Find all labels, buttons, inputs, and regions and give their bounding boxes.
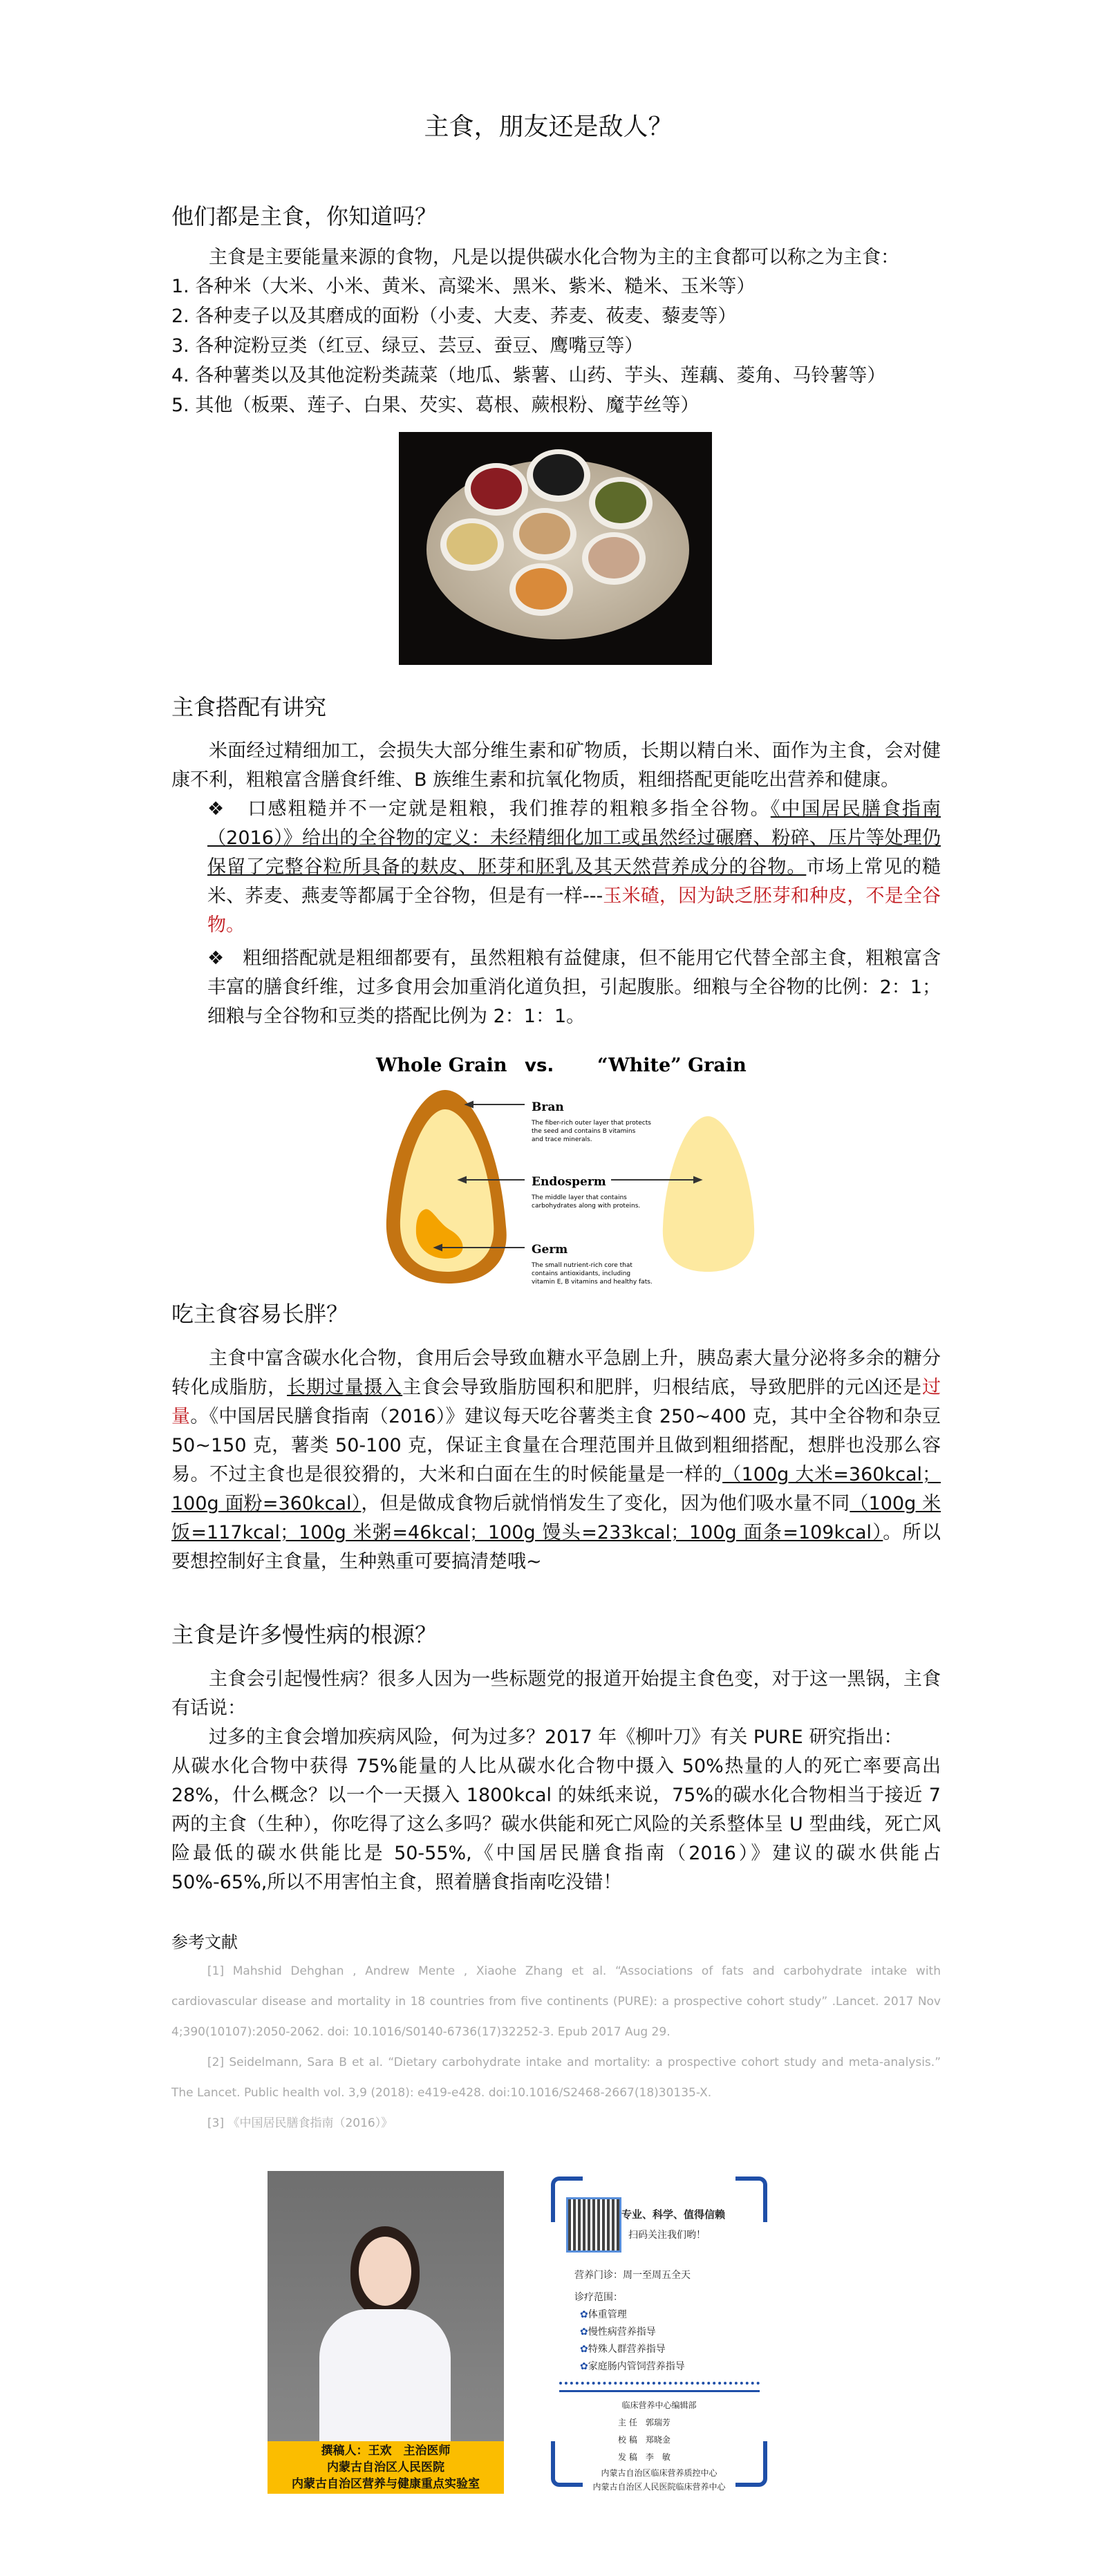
- reference-item: [2] Seidelmann, Sara B et al. “Dietary carbohydrate intake and mortality: a prospective cohort study and meta-analysis.” The Lancet. Public health vol. 3,9 (2018): e419-e428. doi:10.1016/S2468-2667(18)30135-X.: [171, 2056, 941, 2100]
- chronic-paragraph-3: 从碳水化合物中获得 75%能量的人比从碳水化合物中摄入 50%热量的人的死亡率要高出 28%，什么概念？以一个一天摄入 1800kcal 的妹纸来说，75%的碳水化合物相当于接近 7 两的主食（生种），你吃得了这么多吗？碳水供能和死亡风险的关系整体呈 U 型曲线，死亡风险最低的碳水供能比是 50-55%,《中国居民膳食指南（2016）》建议的碳水供能占 50%-65%,所以不用害怕主食，照着膳食指南吃没错！: [171, 1756, 941, 1893]
- endosperm-label: Endosperm: [532, 1175, 606, 1189]
- clinic-hours: 营养门诊：周一至周五全天: [574, 2270, 691, 2281]
- card-slogan: 专业、科学、值得信赖: [621, 2208, 726, 2221]
- author-caption: [268, 2441, 504, 2494]
- text-segment: ，但是做成食物后就悄悄发生了变化，因为他们吸水量不同: [361, 1493, 850, 1514]
- bullet-whole-grain: [207, 795, 941, 940]
- page-title: 主食，朋友还是敌人？: [424, 113, 673, 141]
- author-photo: [268, 2171, 504, 2494]
- text-segment: 。《中国居民膳食指南（2016）》建议每天吃谷薯类主食 250~400 克，其中全谷物和杂豆 50~150 克，薯类 50-100 克，保证主食量在合理范围并且做到粗细搭配，想胖也没那么容易。不过主食也是很狡猾的，大米和白面在生的时候能量是一样的: [171, 1406, 941, 1485]
- qr-code-icon[interactable]: [566, 2197, 621, 2253]
- text-segment: 。所以要想控制好主食量，生种熟重可要搞清楚哦~: [171, 1522, 941, 1572]
- text-segment: 主食中富含碳水化合物，食用后会导致血糖水平急剧上升，胰岛素大量分泌将多余的糖分转化成脂肪，: [171, 1348, 941, 1398]
- scope-item: 慢性病营养指导: [588, 2326, 656, 2338]
- germ-desc: vitamin E, B vitamins and healthy fats.: [532, 1279, 653, 1286]
- list-item: 4. 各种薯类以及其他淀粉类蔬菜（地瓜、紫薯、山药、芋头、莲藕、菱角、马铃薯等）: [171, 365, 886, 386]
- author-name: 撰稿人：王欢 主治医师: [321, 2444, 451, 2458]
- corn-grits-warning: 玉米碴，因为缺乏胚芽和种皮，不是全谷物。: [207, 885, 941, 936]
- diagram-left-title: Whole Grain: [376, 1055, 507, 1076]
- whole-vs-white-grain-diagram: [369, 1047, 768, 1288]
- org-line: 内蒙古自治区临床营养质控中心: [601, 2468, 718, 2478]
- endosperm-desc: carbohydrates along with proteins.: [532, 1203, 641, 1210]
- list-item: 2. 各种麦子以及其磨成的面粉（小麦、大麦、荞麦、莜麦、藜麦等）: [171, 305, 737, 327]
- diamond-bullet-icon: ❖: [207, 798, 226, 820]
- flower-bullet-icon: ✿: [580, 2344, 588, 2355]
- grain-bowls-photo: [399, 432, 712, 665]
- bullet-text: 口感粗糙并不一定就是粗粮，我们推荐的粗粮多指全谷物。: [247, 798, 771, 820]
- scope-item: 家庭肠内管饲营养指导: [588, 2361, 685, 2372]
- list-item: 1. 各种米（大米、小米、黄米、高粱米、黑米、紫米、糙米、玉米等）: [171, 276, 756, 297]
- references-list: [171, 1956, 941, 2138]
- ornament-divider: [559, 2382, 760, 2392]
- underlined-text: 长期过量摄入: [287, 1377, 403, 1398]
- ornament-corner-icon: [735, 2177, 767, 2222]
- text-segment: 主食会导致脂肪囤积和肥胖，归根结底，导致肥胖的元凶还是: [402, 1377, 923, 1398]
- bullet-text: 粗细搭配就是粗细都要有，虽然粗粮有益健康，但不能用它代替全部主食，粗粮富含丰富的膳食纤维，过多食用会加重消化道负担，引起腹胀。细粮与全谷物的比例：2：1；细粮与全谷物和豆类的搭配比例为 2：1：1。: [207, 948, 941, 1027]
- section-heading-chronic-disease: 主食是许多慢性病的根源？: [171, 1621, 438, 1648]
- germ-desc: contains antioxidants, including: [532, 1270, 631, 1277]
- whole-grain-definition: 《中国居民膳食指南（2016）》给出的全谷物的定义：未经精细化加工或虽然经过碾磨、粉碎、压片等处理仍保留了完整谷粒所具备的麸皮、胚芽和胚乳及其天然营养成分的谷物。: [207, 798, 941, 878]
- staple-list: [171, 272, 885, 420]
- scope-item: 特殊人群营养指导: [588, 2344, 666, 2355]
- staff-line: 主 任 郭瑞芳: [618, 2418, 671, 2427]
- scope-item: 体重管理: [588, 2309, 627, 2320]
- diagram-right-title: “White” Grain: [597, 1055, 747, 1076]
- raw-energy-values: （100g 大米=360kcal；100g 面粉=360kcal）: [171, 1464, 941, 1514]
- flower-bullet-icon: ✿: [580, 2309, 588, 2320]
- clinic-info-card: [545, 2171, 773, 2494]
- intro-paragraph: 主食是主要能量来源的食物，凡是以提供碳水化合物为主的主食都可以称之为主食：: [209, 247, 899, 268]
- org-line: 内蒙古自治区人民医院临床营养中心: [592, 2482, 726, 2492]
- highlighted-text: 过量: [171, 1377, 941, 1427]
- bran-desc: and trace minerals.: [532, 1136, 592, 1143]
- author-lab: 内蒙古自治区营养与健康重点实验室: [292, 2477, 480, 2491]
- section-heading-staples: 他们都是主食，你知道吗？: [171, 203, 438, 229]
- list-item: 5. 其他（板栗、莲子、白果、芡实、葛根、蕨根粉、魔芋丝等）: [171, 395, 700, 416]
- chronic-paragraph-2: 过多的主食会增加疾病风险，何为过多？2017 年《柳叶刀》有关 PURE 研究指出：: [209, 1727, 903, 1748]
- section-heading-pairing: 主食搭配有讲究: [171, 694, 327, 720]
- flower-bullet-icon: ✿: [580, 2361, 588, 2372]
- diamond-bullet-icon: ❖: [207, 948, 225, 969]
- card-scan-text: 扫码关注我们哟！: [628, 2230, 706, 2241]
- weight-paragraph: [171, 1344, 941, 1577]
- white-grain-shape: [663, 1116, 754, 1272]
- author-hospital: 内蒙古自治区人民医院: [327, 2461, 444, 2474]
- bran-label: Bran: [532, 1100, 564, 1114]
- staff-line: 发 稿 李 敏: [618, 2452, 671, 2462]
- editorial-dept: 临床营养中心编辑部: [621, 2400, 697, 2410]
- pairing-paragraph: 米面经过精细加工，会损失大部分维生素和矿物质，长期以精白米、面作为主食，会对健康不利，粗粮富含膳食纤维、B 族维生素和抗氧化物质，粗细搭配更能吃出营养和健康。: [171, 740, 941, 791]
- diagram-vs: vs.: [525, 1055, 554, 1076]
- bran-desc: The fiber-rich outer layer that protects: [532, 1120, 651, 1127]
- endosperm-desc: The middle layer that contains: [532, 1194, 627, 1201]
- germ-label: Germ: [532, 1243, 568, 1257]
- reference-item: [3] 《中国居民膳食指南（2016）》: [207, 2116, 393, 2130]
- staff-line: 校 稿 郑晓金: [618, 2435, 671, 2445]
- section-heading-weight: 吃主食容易长胖？: [171, 1301, 349, 1327]
- scope-label: 诊疗范围：: [574, 2292, 623, 2303]
- reference-item: [1] Mahshid Dehghan , Andrew Mente , Xiaohe Zhang et al. “Associations of fats and carbohydrate intake with cardiovascular disease and mortality in 18 countries from five continents (PURE): a prospective cohort study” .Lancet. 2017 Nov 4;390(10107):2050-2062. doi: 10.1016/S0140-6736(17)32252-3. Epub 2017 Aug 29.: [171, 1964, 941, 2039]
- bullet-ratio: [207, 944, 941, 1031]
- bran-desc: the seed and contains B vitamins: [532, 1128, 636, 1135]
- flower-bullet-icon: ✿: [580, 2326, 588, 2338]
- bullet-text: 市场上常见的糙米、荞麦、燕麦等都属于全谷物，但是有一样---: [207, 856, 941, 907]
- chronic-paragraph-1: 主食会引起慢性病？很多人因为一些标题党的报道开始提主食色变，对于这一黑锅，主食有话说：: [171, 1668, 941, 1719]
- references-heading: 参考文献: [171, 1933, 238, 1952]
- list-item: 3. 各种淀粉豆类（红豆、绿豆、芸豆、蚕豆、鹰嘴豆等）: [171, 335, 644, 357]
- cooked-energy-values: （100g 米饭=117kcal；100g 米粥=46kcal；100g 馒头=233kcal；100g 面条=109kcal）: [171, 1493, 941, 1543]
- germ-desc: The small nutrient-rich core that: [532, 1262, 632, 1269]
